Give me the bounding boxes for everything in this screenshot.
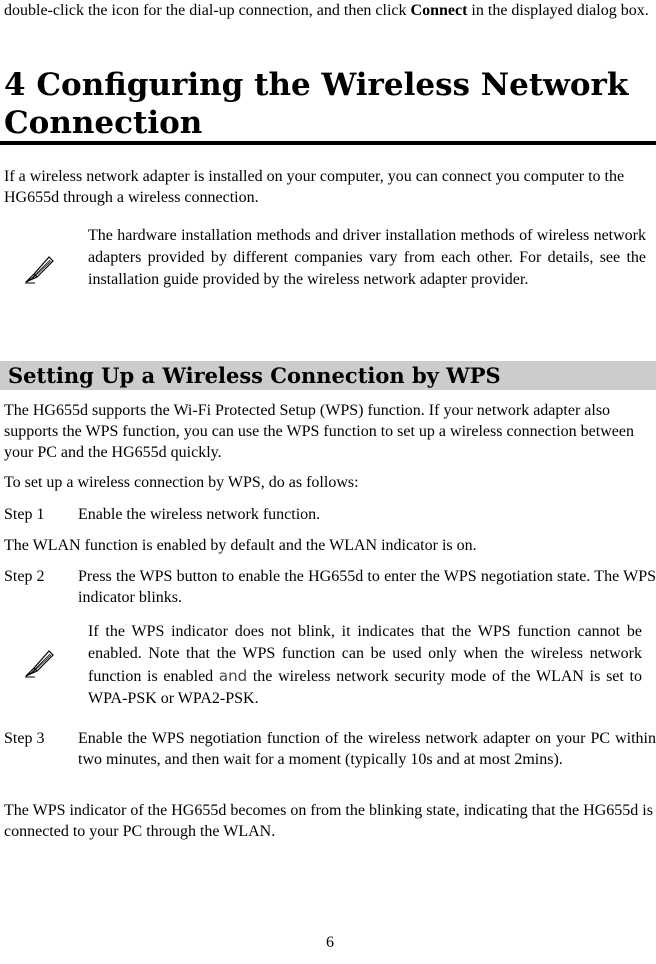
intro-paragraph (4, 0, 654, 21)
note-pen-icon (22, 252, 56, 286)
note2-and: and (218, 667, 248, 685)
section-heading: 4 Configuring the Wireless Network Connection (4, 67, 629, 141)
step-2-label: Step 2 (4, 568, 45, 585)
section-heading-rule (0, 141, 656, 145)
wlan-default-paragraph: The WLAN function is enabled by default and the WLAN indicator is on. (4, 537, 477, 554)
note-pen-icon (22, 646, 56, 680)
intro-text: double-click the icon for the dial-up connection, and then click (4, 2, 411, 19)
note2-text-end: the wireless network security mode of the WLAN is set to WPA-PSK or WPA2-PSK. (88, 668, 642, 707)
note2-text: If the WPS indicator does not blink, it indicates that the WPS function cannot be enabled. Note that the WPS function can be used only when the wireless network function is enabled (88, 623, 642, 685)
step-2-text: Press the WPS button to enable the HG655d to enter the WPS negotiation state. The WPS indicator blinks. (78, 568, 656, 606)
step-3-text: Enable the WPS negotiation function of the wireless network adapter on your PC within two minutes, and then wait for a moment (typically 10s and at most 2mins). (78, 730, 656, 768)
section-paragraph: If a wireless network adapter is installed on your computer, you can connect you computer to the HG655d through a wireless connection. (4, 168, 625, 206)
note-text-installation: The hardware installation methods and driver installation methods of wireless network adapters provided by different companies vary from each other. For details, see the installation guide provided by the wireless network adapter provider. (88, 227, 646, 288)
note-text-wps (88, 621, 642, 710)
step-3-label: Step 3 (4, 730, 45, 747)
subsection-heading: Setting Up a Wireless Connection by WPS (8, 363, 501, 388)
step-1-label: Step 1 (4, 506, 45, 523)
wps-closing-paragraph: The WPS indicator of the HG655d becomes on from the blinking state, indicating that the HG655d is connected to your PC through the WLAN. (4, 802, 653, 840)
page-number: 6 (326, 934, 334, 951)
wps-intro-paragraph: The HG655d supports the Wi-Fi Protected Setup (WPS) function. If your network adapter also supports the WPS function, you can use the WPS function to set up a wireless connection between your PC and the HG655d quickly. (4, 402, 634, 461)
intro-text-end: in the displayed dialog box. (467, 2, 649, 19)
step-1-text: Enable the wireless network function. (78, 506, 321, 523)
intro-bold-connect: Connect (410, 2, 468, 19)
wps-steps-intro: To set up a wireless connection by WPS, do as follows: (4, 474, 359, 491)
